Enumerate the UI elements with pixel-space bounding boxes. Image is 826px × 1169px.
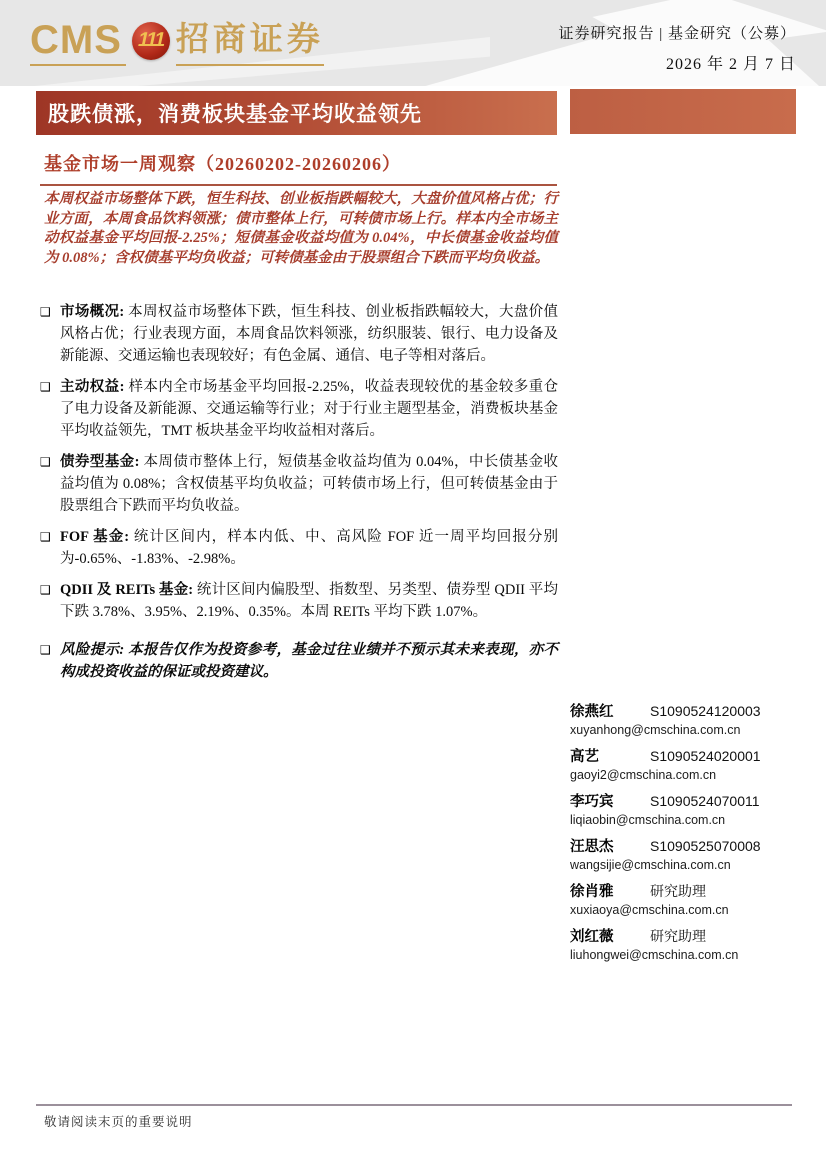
bullet-content: 统计区间内，样本内低、中、高风险 FOF 近一周平均回报分别为-0.65%、-1.83%、-2.98%。 <box>60 529 558 567</box>
list-item <box>40 376 558 442</box>
analyst-entry <box>570 700 806 737</box>
analyst-name: 徐燕红 <box>570 704 614 720</box>
square-bullet-icon: ❑ <box>40 380 51 394</box>
analyst-email: xuyanhong@cmschina.com.cn <box>570 723 741 737</box>
subtitle-divider <box>40 184 557 186</box>
analyst-name: 高艺 <box>570 749 599 765</box>
analyst-email: gaoyi2@cmschina.com.cn <box>570 768 717 782</box>
bullet-label: 市场概况: <box>60 304 125 320</box>
sidebar-accent-block <box>570 89 796 134</box>
bullet-label: FOF 基金: <box>60 529 130 545</box>
bullet-content: 统计区间内偏股型、指数型、另类型、债券型 QDII 平均下跌 3.78%、3.95%、2.19%、0.35%。本周 REITs 平均下跌 1.07%。 <box>60 582 558 620</box>
report-date: 2026 年 2 月 7 日 <box>665 56 796 73</box>
key-points-list <box>40 301 558 692</box>
analyst-title: 研究助理 <box>650 930 706 945</box>
analyst-entry <box>570 835 806 872</box>
bullet-content: 本周债市整体上行，短债基金收益均值为 0.04%，中长债基金收益均值为 0.08%；含权债基平均负收益；可转债市场上行，但可转债基金由于股票组合下跌而平均负收益。 <box>60 454 558 514</box>
analyst-entry <box>570 790 806 827</box>
report-meta <box>558 22 796 74</box>
list-item <box>40 526 558 570</box>
report-title: 股跌债涨，消费板块基金平均收益领先 <box>48 102 422 126</box>
analyst-entry <box>570 925 806 962</box>
analyst-email: xuxiaoya@cmschina.com.cn <box>570 903 729 917</box>
analyst-name: 李巧宾 <box>570 794 614 810</box>
bullet-content: 本报告仅作为投资参考，基金过往业绩并不预示其未来表现，亦不构成投资收益的保证或投资建议。 <box>60 642 558 680</box>
bullet-text <box>60 376 558 442</box>
cms-badge-icon <box>132 22 170 60</box>
square-bullet-icon: ❑ <box>40 530 51 544</box>
analyst-email: wangsijie@cmschina.com.cn <box>570 858 731 872</box>
footer-divider <box>36 1104 792 1106</box>
analyst-name: 刘红薇 <box>570 929 614 945</box>
report-category: 证券研究报告 | 基金研究（公募） <box>558 26 796 42</box>
report-subtitle: 基金市场一周观察（20260202-20260206） <box>44 154 401 174</box>
bullet-label: 债券型基金: <box>60 454 140 470</box>
risk-warning-item <box>40 639 558 683</box>
bullet-label: 风险提示: <box>60 642 125 658</box>
list-item <box>40 301 558 367</box>
logo-cms-text: CMS <box>30 20 126 66</box>
analyst-code: S1090524020001 <box>650 748 761 764</box>
analyst-name: 汪思杰 <box>570 839 614 855</box>
logo-brand-text: 招商证券 <box>176 22 324 66</box>
square-bullet-icon: ❑ <box>40 305 51 319</box>
square-bullet-icon: ❑ <box>40 643 51 657</box>
analyst-email: liqiaobin@cmschina.com.cn <box>570 813 726 827</box>
list-item <box>40 579 558 623</box>
analyst-entry <box>570 745 806 782</box>
analyst-code: S1090524070011 <box>650 793 760 809</box>
analysts-panel <box>570 700 806 970</box>
analyst-email: liuhongwei@cmschina.com.cn <box>570 948 739 962</box>
square-bullet-icon: ❑ <box>40 583 51 597</box>
bullet-label: QDII 及 REITs 基金: <box>60 582 194 598</box>
analyst-name: 徐肖雅 <box>570 884 614 900</box>
bullet-content: 样本内全市场基金平均回报-2.25%，收益表现较优的基金较多重仓了电力设备及新能源、交通运输等行业；对于行业主题型基金，消费板块基金平均收益领先，TMT 板块基金平均收益相对落后。 <box>60 379 558 439</box>
bullet-text <box>60 526 558 570</box>
analyst-code: S1090524120003 <box>650 703 761 719</box>
bullet-text <box>60 579 558 623</box>
bullet-text <box>60 301 558 367</box>
analyst-title: 研究助理 <box>650 885 706 900</box>
summary-paragraph: 本周权益市场整体下跌，恒生科技、创业板指跌幅较大，大盘价值风格占优；行业方面，本周食品饮料领涨；债市整体上行，可转债市场上行。样本内全市场主动权益基金平均回报-2.25%；短债基金收益均值为 0.04%，中长债基金收益均值为 0.08%；含权债基平均负收益；可转债基金由于股票组合下跌而平均负收益。 <box>44 191 558 266</box>
bullet-text <box>60 639 558 683</box>
bullet-text <box>60 451 558 517</box>
bullet-label: 主动权益: <box>60 379 125 395</box>
badge-mark: 111 <box>136 28 167 51</box>
bullet-content: 本周权益市场整体下跌，恒生科技、创业板指跌幅较大，大盘价值风格占优；行业表现方面，本周食品饮料领涨，纺织服装、银行、电力设备及新能源、交通运输也表现较好；有色金属、通信、电子等相对落后。 <box>60 304 558 364</box>
square-bullet-icon: ❑ <box>40 455 51 469</box>
company-logo <box>30 20 324 66</box>
analyst-entry <box>570 880 806 917</box>
title-banner <box>36 91 557 135</box>
footer-note: 敬请阅读末页的重要说明 <box>44 1115 193 1129</box>
list-item <box>40 451 558 517</box>
analyst-code: S1090525070008 <box>650 838 761 854</box>
